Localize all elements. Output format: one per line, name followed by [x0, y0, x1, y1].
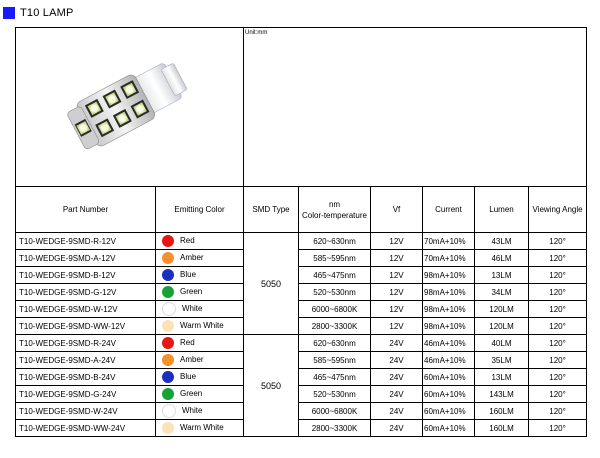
table-row	[16, 267, 587, 284]
wavelength: 520~530nm	[299, 386, 371, 403]
blue-square-icon	[3, 7, 15, 19]
wavelength: 585~595nm	[299, 250, 371, 267]
col-lumen: Lumen	[475, 187, 529, 233]
current: 46mA+10%	[423, 335, 475, 352]
lumen: 46LM	[475, 250, 529, 267]
wavelength: 2800~3300K	[299, 420, 371, 437]
spec-table	[15, 27, 587, 437]
lumen: 120LM	[475, 318, 529, 335]
current: 70mA+10%	[423, 233, 475, 250]
smd-type: 5050	[244, 233, 299, 335]
wavelength: 2800~3300K	[299, 318, 371, 335]
color-dot-icon	[162, 404, 176, 418]
current: 98mA+10%	[423, 318, 475, 335]
color-name: Amber	[180, 355, 204, 365]
wavelength: 620~630nm	[299, 335, 371, 352]
color-dot-icon	[162, 354, 174, 366]
part-number: T10-WEDGE-9SMD-WW-24V	[16, 420, 156, 437]
lumen: 34LM	[475, 284, 529, 301]
lamp-photo	[55, 36, 205, 176]
table-row	[16, 403, 587, 420]
color-name: Green	[180, 389, 203, 399]
part-number: T10-WEDGE-9SMD-B-12V	[16, 267, 156, 284]
part-number: T10-WEDGE-9SMD-R-12V	[16, 233, 156, 250]
vf: 24V	[371, 386, 423, 403]
emitting-color	[156, 233, 244, 250]
lumen: 160LM	[475, 420, 529, 437]
viewing-angle: 120°	[529, 352, 587, 369]
wavelength: 465~475nm	[299, 267, 371, 284]
color-name: Red	[180, 338, 195, 348]
current: 98mA+10%	[423, 284, 475, 301]
vf: 24V	[371, 420, 423, 437]
color-dot-icon	[162, 371, 174, 383]
viewing-angle: 120°	[529, 318, 587, 335]
wavelength: 620~630nm	[299, 233, 371, 250]
color-name: White	[182, 406, 203, 416]
viewing-angle: 120°	[529, 369, 587, 386]
dimension-drawing-cell	[244, 28, 587, 187]
color-dot-icon	[162, 252, 174, 264]
lumen: 13LM	[475, 369, 529, 386]
lumen: 40LM	[475, 335, 529, 352]
current: 60mA+10%	[423, 420, 475, 437]
current: 98mA+10%	[423, 267, 475, 284]
part-number: T10-WEDGE-9SMD-A-24V	[16, 352, 156, 369]
vf: 24V	[371, 403, 423, 420]
col-vf: Vf	[371, 187, 423, 233]
color-dot-icon	[162, 269, 174, 281]
table-row	[16, 233, 587, 250]
viewing-angle: 120°	[529, 420, 587, 437]
wavelength: 465~475nm	[299, 369, 371, 386]
emitting-color	[156, 301, 244, 318]
color-name: Blue	[180, 372, 197, 382]
emitting-color	[156, 284, 244, 301]
viewing-angle: 120°	[529, 267, 587, 284]
emitting-color	[156, 250, 244, 267]
col-part-number: Part Number	[16, 187, 156, 233]
color-name: Warm White	[180, 321, 224, 331]
smd-type: 5050	[244, 335, 299, 437]
col-viewing-angle: Viewing Angle	[529, 187, 587, 233]
part-number: T10-WEDGE-9SMD-W-24V	[16, 403, 156, 420]
emitting-color	[156, 386, 244, 403]
vf: 12V	[371, 250, 423, 267]
color-name: Red	[180, 236, 195, 246]
table-header	[16, 187, 587, 233]
color-name: Green	[180, 287, 203, 297]
emitting-color	[156, 369, 244, 386]
viewing-angle: 120°	[529, 301, 587, 318]
vf: 12V	[371, 233, 423, 250]
lumen: 43LM	[475, 233, 529, 250]
lumen: 120LM	[475, 301, 529, 318]
emitting-color	[156, 403, 244, 420]
vf: 24V	[371, 335, 423, 352]
wavelength: 6000~6800K	[299, 403, 371, 420]
vf: 12V	[371, 318, 423, 335]
table-row	[16, 301, 587, 318]
wavelength: 6000~6800K	[299, 301, 371, 318]
lumen: 160LM	[475, 403, 529, 420]
wavelength: 585~595nm	[299, 352, 371, 369]
viewing-angle: 120°	[529, 403, 587, 420]
part-number: T10-WEDGE-9SMD-A-12V	[16, 250, 156, 267]
lumen: 13LM	[475, 267, 529, 284]
emitting-color	[156, 420, 244, 437]
viewing-angle: 120°	[529, 284, 587, 301]
section-title: T10 LAMP	[20, 7, 74, 19]
table-row	[16, 386, 587, 403]
part-number: T10-WEDGE-9SMD-G-12V	[16, 284, 156, 301]
vf: 12V	[371, 284, 423, 301]
emitting-color	[156, 267, 244, 284]
lumen: 35LM	[475, 352, 529, 369]
vf: 12V	[371, 267, 423, 284]
vf: 12V	[371, 301, 423, 318]
vf: 24V	[371, 369, 423, 386]
current: 70mA+10%	[423, 250, 475, 267]
col-nm: nm Color-temperature	[299, 187, 371, 233]
table-row	[16, 352, 587, 369]
color-name: Blue	[180, 270, 197, 280]
table-row	[16, 284, 587, 301]
emitting-color	[156, 352, 244, 369]
wavelength: 520~530nm	[299, 284, 371, 301]
current: 60mA+10%	[423, 386, 475, 403]
table-row	[16, 420, 587, 437]
part-number: T10-WEDGE-9SMD-W-12V	[16, 301, 156, 318]
viewing-angle: 120°	[529, 386, 587, 403]
color-dot-icon	[162, 302, 176, 316]
viewing-angle: 120°	[529, 233, 587, 250]
color-dot-icon	[162, 320, 174, 332]
current: 60mA+10%	[423, 369, 475, 386]
color-dot-icon	[162, 286, 174, 298]
emitting-color	[156, 335, 244, 352]
table-row	[16, 369, 587, 386]
color-name: White	[182, 304, 203, 314]
current: 46mA+10%	[423, 352, 475, 369]
part-number: T10-WEDGE-9SMD-G-24V	[16, 386, 156, 403]
lumen: 143LM	[475, 386, 529, 403]
col-emitting-color: Emitting Color	[156, 187, 244, 233]
table-row	[16, 318, 587, 335]
emitting-color	[156, 318, 244, 335]
color-dot-icon	[162, 235, 174, 247]
vf: 24V	[371, 352, 423, 369]
table-row	[16, 335, 587, 352]
color-name: Amber	[180, 253, 204, 263]
color-dot-icon	[162, 388, 174, 400]
section-header	[3, 6, 74, 20]
col-smd-type: SMD Type	[244, 187, 299, 233]
current: 98mA+10%	[423, 301, 475, 318]
table-row	[16, 250, 587, 267]
color-name: Warm White	[180, 423, 224, 433]
viewing-angle: 120°	[529, 250, 587, 267]
color-dot-icon	[162, 422, 174, 434]
current: 60mA+10%	[423, 403, 475, 420]
lamp-photo-cell	[16, 28, 244, 187]
part-number: T10-WEDGE-9SMD-WW-12V	[16, 318, 156, 335]
part-number: T10-WEDGE-9SMD-R-24V	[16, 335, 156, 352]
viewing-angle: 120°	[529, 335, 587, 352]
part-number: T10-WEDGE-9SMD-B-24V	[16, 369, 156, 386]
col-current: Current	[423, 187, 475, 233]
color-dot-icon	[162, 337, 174, 349]
unit-label: Unit:mm	[245, 30, 268, 36]
